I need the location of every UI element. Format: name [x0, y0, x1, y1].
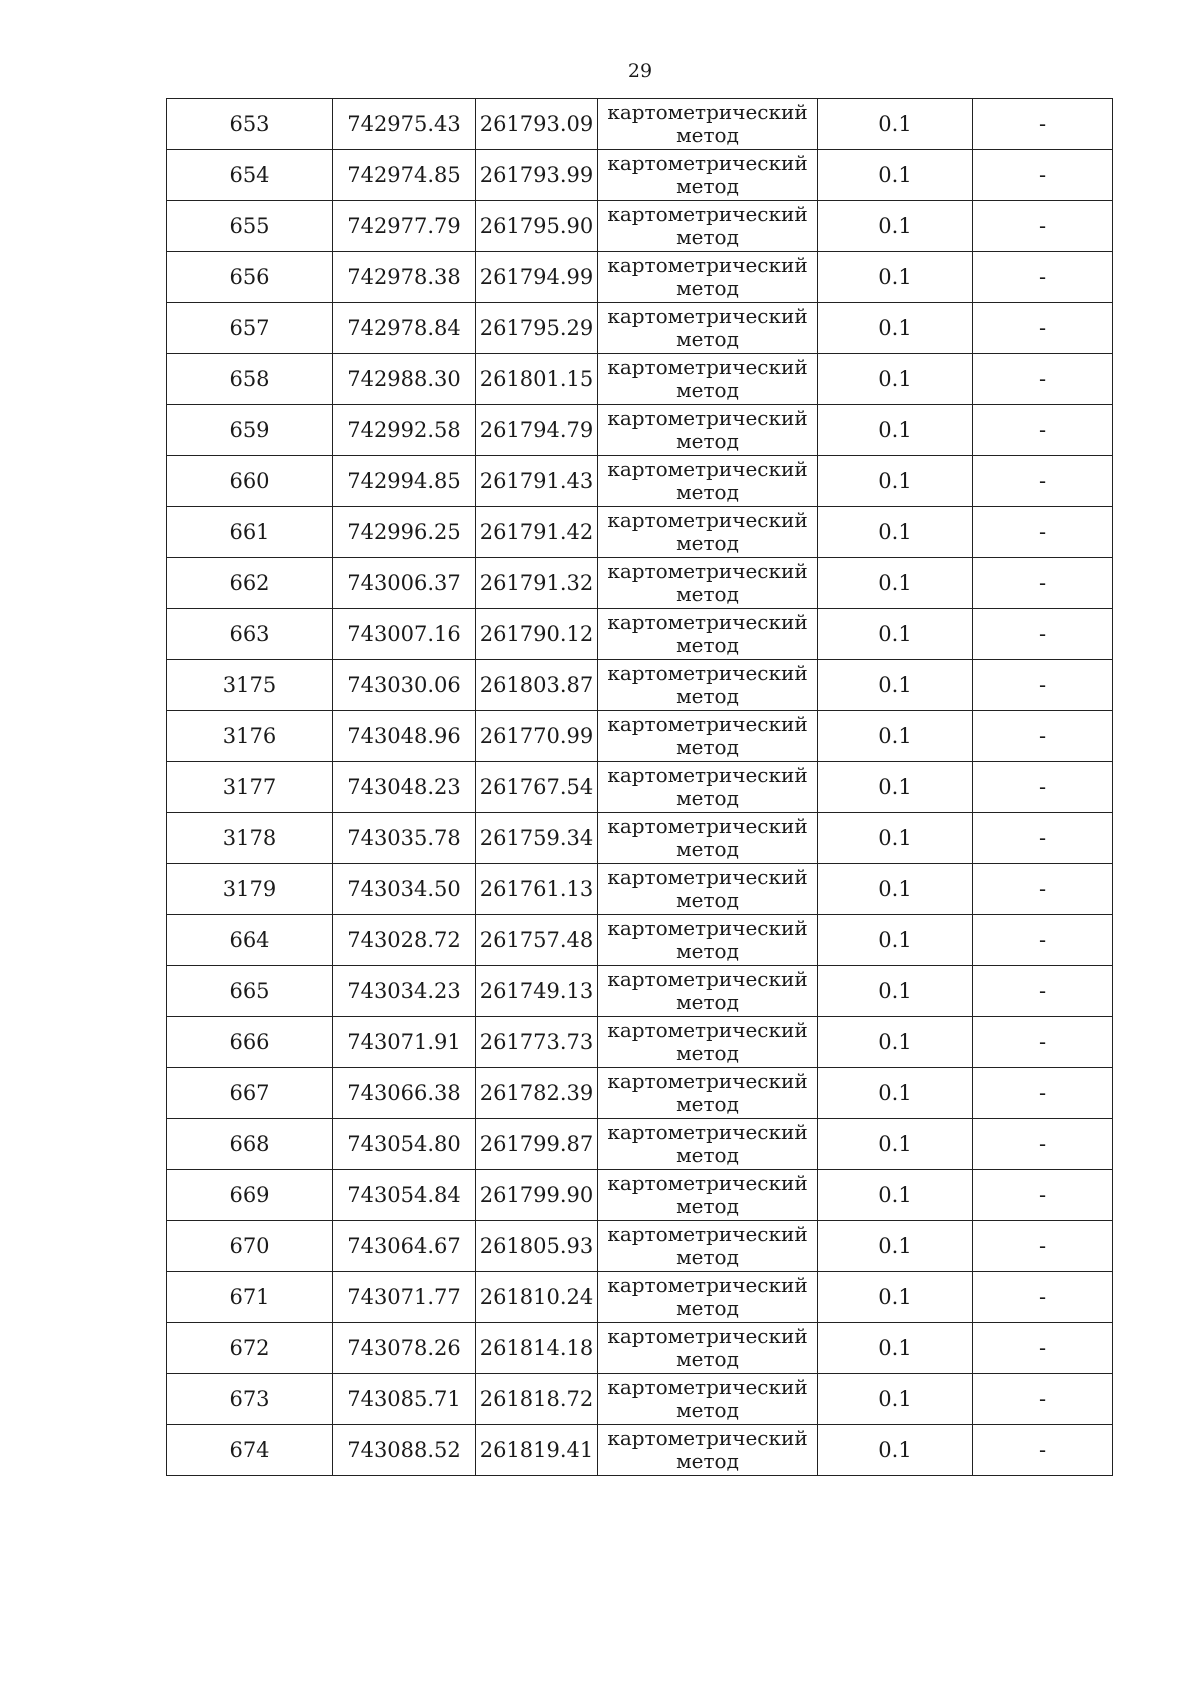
- method-line-1: картометрический: [607, 508, 808, 532]
- accuracy-cell: 0.1: [818, 1272, 973, 1323]
- y-coordinate-cell: 261767.54: [476, 762, 598, 813]
- method-line-1: картометрический: [607, 100, 808, 124]
- table-row: [167, 660, 1113, 711]
- y-coordinate-cell: 261795.29: [476, 303, 598, 354]
- y-coordinate-cell: 261794.99: [476, 252, 598, 303]
- y-coordinate-cell: 261810.24: [476, 1272, 598, 1323]
- note-cell: -: [973, 405, 1113, 456]
- method-line-2: метод: [676, 429, 739, 453]
- accuracy-cell: 0.1: [818, 1374, 973, 1425]
- x-coordinate-cell: 743054.84: [333, 1170, 476, 1221]
- point-number-cell: 673: [167, 1374, 333, 1425]
- table-row: [167, 99, 1113, 150]
- table-row: [167, 1272, 1113, 1323]
- method-line-2: метод: [676, 225, 739, 249]
- table-row: [167, 456, 1113, 507]
- accuracy-cell: 0.1: [818, 660, 973, 711]
- accuracy-cell: 0.1: [818, 966, 973, 1017]
- table-row: [167, 813, 1113, 864]
- note-cell: -: [973, 1017, 1113, 1068]
- accuracy-cell: 0.1: [818, 1068, 973, 1119]
- table-row: [167, 1170, 1113, 1221]
- table-row: [167, 1323, 1113, 1374]
- x-coordinate-cell: 743028.72: [333, 915, 476, 966]
- method-line-1: картометрический: [607, 1222, 808, 1246]
- x-coordinate-cell: 742977.79: [333, 201, 476, 252]
- method-cell: [598, 99, 818, 150]
- x-coordinate-cell: 743064.67: [333, 1221, 476, 1272]
- table-row: [167, 864, 1113, 915]
- x-coordinate-cell: 742992.58: [333, 405, 476, 456]
- point-number-cell: 661: [167, 507, 333, 558]
- y-coordinate-cell: 261790.12: [476, 609, 598, 660]
- method-line-1: картометрический: [607, 1324, 808, 1348]
- point-number-cell: 667: [167, 1068, 333, 1119]
- method-line-1: картометрический: [607, 1426, 808, 1450]
- point-number-cell: 3177: [167, 762, 333, 813]
- method-line-2: метод: [676, 633, 739, 657]
- method-line-1: картометрический: [607, 865, 808, 889]
- y-coordinate-cell: 261799.87: [476, 1119, 598, 1170]
- method-cell: [598, 1221, 818, 1272]
- accuracy-cell: 0.1: [818, 252, 973, 303]
- table-row: [167, 558, 1113, 609]
- method-line-2: метод: [676, 1347, 739, 1371]
- accuracy-cell: 0.1: [818, 813, 973, 864]
- method-cell: [598, 1374, 818, 1425]
- method-cell: [598, 1272, 818, 1323]
- method-line-1: картометрический: [607, 1171, 808, 1195]
- method-line-2: метод: [676, 582, 739, 606]
- method-line-2: метод: [676, 735, 739, 759]
- accuracy-cell: 0.1: [818, 609, 973, 660]
- point-number-cell: 659: [167, 405, 333, 456]
- table-row: [167, 711, 1113, 762]
- method-line-2: метод: [676, 837, 739, 861]
- accuracy-cell: 0.1: [818, 915, 973, 966]
- method-cell: [598, 762, 818, 813]
- method-cell: [598, 201, 818, 252]
- point-number-cell: 3176: [167, 711, 333, 762]
- point-number-cell: 3179: [167, 864, 333, 915]
- method-cell: [598, 609, 818, 660]
- point-number-cell: 660: [167, 456, 333, 507]
- table-row: [167, 252, 1113, 303]
- method-line-2: метод: [676, 276, 739, 300]
- table-row: [167, 303, 1113, 354]
- table-row: [167, 1374, 1113, 1425]
- coordinates-table: [166, 98, 1113, 1476]
- note-cell: -: [973, 813, 1113, 864]
- note-cell: -: [973, 1068, 1113, 1119]
- method-cell: [598, 1425, 818, 1476]
- table-row: [167, 507, 1113, 558]
- method-line-2: метод: [676, 1398, 739, 1422]
- method-cell: [598, 303, 818, 354]
- note-cell: -: [973, 150, 1113, 201]
- x-coordinate-cell: 743071.91: [333, 1017, 476, 1068]
- method-cell: [598, 915, 818, 966]
- method-cell: [598, 660, 818, 711]
- method-line-2: метод: [676, 531, 739, 555]
- y-coordinate-cell: 261799.90: [476, 1170, 598, 1221]
- table-row: [167, 354, 1113, 405]
- point-number-cell: 655: [167, 201, 333, 252]
- x-coordinate-cell: 743034.50: [333, 864, 476, 915]
- note-cell: -: [973, 99, 1113, 150]
- note-cell: -: [973, 1374, 1113, 1425]
- x-coordinate-cell: 743054.80: [333, 1119, 476, 1170]
- method-line-2: метод: [676, 327, 739, 351]
- method-line-1: картометрический: [607, 1018, 808, 1042]
- method-cell: [598, 966, 818, 1017]
- x-coordinate-cell: 743034.23: [333, 966, 476, 1017]
- method-line-1: картометрический: [607, 1069, 808, 1093]
- x-coordinate-cell: 743048.96: [333, 711, 476, 762]
- method-line-2: метод: [676, 1092, 739, 1116]
- point-number-cell: 3175: [167, 660, 333, 711]
- x-coordinate-cell: 742988.30: [333, 354, 476, 405]
- method-line-1: картометрический: [607, 916, 808, 940]
- method-line-2: метод: [676, 786, 739, 810]
- method-line-1: картометрический: [607, 814, 808, 838]
- note-cell: -: [973, 1323, 1113, 1374]
- accuracy-cell: 0.1: [818, 864, 973, 915]
- method-cell: [598, 1068, 818, 1119]
- method-line-1: картометрический: [607, 610, 808, 634]
- note-cell: -: [973, 864, 1113, 915]
- point-number-cell: 656: [167, 252, 333, 303]
- note-cell: -: [973, 507, 1113, 558]
- accuracy-cell: 0.1: [818, 1323, 973, 1374]
- table-row: [167, 762, 1113, 813]
- point-number-cell: 653: [167, 99, 333, 150]
- method-cell: [598, 1119, 818, 1170]
- accuracy-cell: 0.1: [818, 1119, 973, 1170]
- method-line-2: метод: [676, 990, 739, 1014]
- point-number-cell: 662: [167, 558, 333, 609]
- method-line-1: картометрический: [607, 355, 808, 379]
- y-coordinate-cell: 261805.93: [476, 1221, 598, 1272]
- accuracy-cell: 0.1: [818, 456, 973, 507]
- note-cell: -: [973, 558, 1113, 609]
- x-coordinate-cell: 743035.78: [333, 813, 476, 864]
- coordinates-table-body: [167, 99, 1113, 1476]
- y-coordinate-cell: 261761.13: [476, 864, 598, 915]
- note-cell: -: [973, 915, 1113, 966]
- method-line-1: картометрический: [607, 457, 808, 481]
- method-line-2: метод: [676, 378, 739, 402]
- table-row: [167, 1068, 1113, 1119]
- x-coordinate-cell: 743006.37: [333, 558, 476, 609]
- method-cell: [598, 507, 818, 558]
- method-cell: [598, 864, 818, 915]
- table-row: [167, 1425, 1113, 1476]
- point-number-cell: 674: [167, 1425, 333, 1476]
- table-row: [167, 201, 1113, 252]
- x-coordinate-cell: 743071.77: [333, 1272, 476, 1323]
- x-coordinate-cell: 743007.16: [333, 609, 476, 660]
- note-cell: -: [973, 456, 1113, 507]
- x-coordinate-cell: 742975.43: [333, 99, 476, 150]
- note-cell: -: [973, 762, 1113, 813]
- point-number-cell: 3178: [167, 813, 333, 864]
- accuracy-cell: 0.1: [818, 354, 973, 405]
- method-line-2: метод: [676, 1041, 739, 1065]
- method-cell: [598, 405, 818, 456]
- y-coordinate-cell: 261819.41: [476, 1425, 598, 1476]
- note-cell: -: [973, 711, 1113, 762]
- table-row: [167, 150, 1113, 201]
- accuracy-cell: 0.1: [818, 303, 973, 354]
- method-line-1: картометрический: [607, 1273, 808, 1297]
- method-line-1: картометрический: [607, 763, 808, 787]
- method-cell: [598, 456, 818, 507]
- method-line-2: метод: [676, 1296, 739, 1320]
- method-line-1: картометрический: [607, 253, 808, 277]
- method-line-1: картометрический: [607, 661, 808, 685]
- x-coordinate-cell: 742978.84: [333, 303, 476, 354]
- table-row: [167, 1221, 1113, 1272]
- method-line-1: картометрический: [607, 151, 808, 175]
- accuracy-cell: 0.1: [818, 99, 973, 150]
- y-coordinate-cell: 261749.13: [476, 966, 598, 1017]
- method-cell: [598, 354, 818, 405]
- y-coordinate-cell: 261818.72: [476, 1374, 598, 1425]
- accuracy-cell: 0.1: [818, 150, 973, 201]
- x-coordinate-cell: 742978.38: [333, 252, 476, 303]
- table-row: [167, 1017, 1113, 1068]
- accuracy-cell: 0.1: [818, 1170, 973, 1221]
- point-number-cell: 668: [167, 1119, 333, 1170]
- method-line-1: картометрический: [607, 967, 808, 991]
- method-line-1: картометрический: [607, 1375, 808, 1399]
- x-coordinate-cell: 743066.38: [333, 1068, 476, 1119]
- note-cell: -: [973, 1170, 1113, 1221]
- y-coordinate-cell: 261814.18: [476, 1323, 598, 1374]
- note-cell: -: [973, 354, 1113, 405]
- method-line-2: метод: [676, 684, 739, 708]
- page-number: 29: [627, 60, 653, 82]
- y-coordinate-cell: 261793.09: [476, 99, 598, 150]
- y-coordinate-cell: 261791.43: [476, 456, 598, 507]
- point-number-cell: 654: [167, 150, 333, 201]
- x-coordinate-cell: 743030.06: [333, 660, 476, 711]
- accuracy-cell: 0.1: [818, 507, 973, 558]
- method-cell: [598, 1323, 818, 1374]
- y-coordinate-cell: 261757.48: [476, 915, 598, 966]
- x-coordinate-cell: 743048.23: [333, 762, 476, 813]
- note-cell: -: [973, 252, 1113, 303]
- point-number-cell: 665: [167, 966, 333, 1017]
- method-cell: [598, 1170, 818, 1221]
- method-line-1: картометрический: [607, 559, 808, 583]
- y-coordinate-cell: 261794.79: [476, 405, 598, 456]
- note-cell: -: [973, 1119, 1113, 1170]
- accuracy-cell: 0.1: [818, 558, 973, 609]
- y-coordinate-cell: 261803.87: [476, 660, 598, 711]
- method-line-2: метод: [676, 480, 739, 504]
- method-cell: [598, 1017, 818, 1068]
- y-coordinate-cell: 261791.32: [476, 558, 598, 609]
- x-coordinate-cell: 743078.26: [333, 1323, 476, 1374]
- point-number-cell: 671: [167, 1272, 333, 1323]
- method-cell: [598, 150, 818, 201]
- accuracy-cell: 0.1: [818, 1017, 973, 1068]
- point-number-cell: 658: [167, 354, 333, 405]
- point-number-cell: 664: [167, 915, 333, 966]
- method-line-1: картометрический: [607, 712, 808, 736]
- note-cell: -: [973, 1221, 1113, 1272]
- accuracy-cell: 0.1: [818, 711, 973, 762]
- method-line-1: картометрический: [607, 406, 808, 430]
- accuracy-cell: 0.1: [818, 1425, 973, 1476]
- x-coordinate-cell: 742994.85: [333, 456, 476, 507]
- y-coordinate-cell: 261795.90: [476, 201, 598, 252]
- point-number-cell: 663: [167, 609, 333, 660]
- note-cell: -: [973, 303, 1113, 354]
- note-cell: -: [973, 1425, 1113, 1476]
- point-number-cell: 672: [167, 1323, 333, 1374]
- method-line-2: метод: [676, 1143, 739, 1167]
- point-number-cell: 666: [167, 1017, 333, 1068]
- point-number-cell: 670: [167, 1221, 333, 1272]
- table-row: [167, 966, 1113, 1017]
- note-cell: -: [973, 660, 1113, 711]
- point-number-cell: 657: [167, 303, 333, 354]
- method-line-2: метод: [676, 174, 739, 198]
- method-line-2: метод: [676, 1194, 739, 1218]
- y-coordinate-cell: 261759.34: [476, 813, 598, 864]
- accuracy-cell: 0.1: [818, 201, 973, 252]
- table-row: [167, 405, 1113, 456]
- method-line-1: картометрический: [607, 1120, 808, 1144]
- x-coordinate-cell: 742996.25: [333, 507, 476, 558]
- y-coordinate-cell: 261782.39: [476, 1068, 598, 1119]
- method-line-1: картометрический: [607, 304, 808, 328]
- method-line-1: картометрический: [607, 202, 808, 226]
- note-cell: -: [973, 201, 1113, 252]
- point-number-cell: 669: [167, 1170, 333, 1221]
- accuracy-cell: 0.1: [818, 1221, 973, 1272]
- method-cell: [598, 252, 818, 303]
- accuracy-cell: 0.1: [818, 762, 973, 813]
- y-coordinate-cell: 261791.42: [476, 507, 598, 558]
- x-coordinate-cell: 743085.71: [333, 1374, 476, 1425]
- x-coordinate-cell: 743088.52: [333, 1425, 476, 1476]
- x-coordinate-cell: 742974.85: [333, 150, 476, 201]
- y-coordinate-cell: 261801.15: [476, 354, 598, 405]
- y-coordinate-cell: 261770.99: [476, 711, 598, 762]
- table-row: [167, 609, 1113, 660]
- table-row: [167, 1119, 1113, 1170]
- method-cell: [598, 558, 818, 609]
- method-line-2: метод: [676, 888, 739, 912]
- method-line-2: метод: [676, 1245, 739, 1269]
- y-coordinate-cell: 261793.99: [476, 150, 598, 201]
- method-cell: [598, 813, 818, 864]
- method-line-2: метод: [676, 1449, 739, 1473]
- note-cell: -: [973, 1272, 1113, 1323]
- method-line-2: метод: [676, 123, 739, 147]
- method-line-2: метод: [676, 939, 739, 963]
- table-row: [167, 915, 1113, 966]
- y-coordinate-cell: 261773.73: [476, 1017, 598, 1068]
- method-cell: [598, 711, 818, 762]
- note-cell: -: [973, 609, 1113, 660]
- accuracy-cell: 0.1: [818, 405, 973, 456]
- note-cell: -: [973, 966, 1113, 1017]
